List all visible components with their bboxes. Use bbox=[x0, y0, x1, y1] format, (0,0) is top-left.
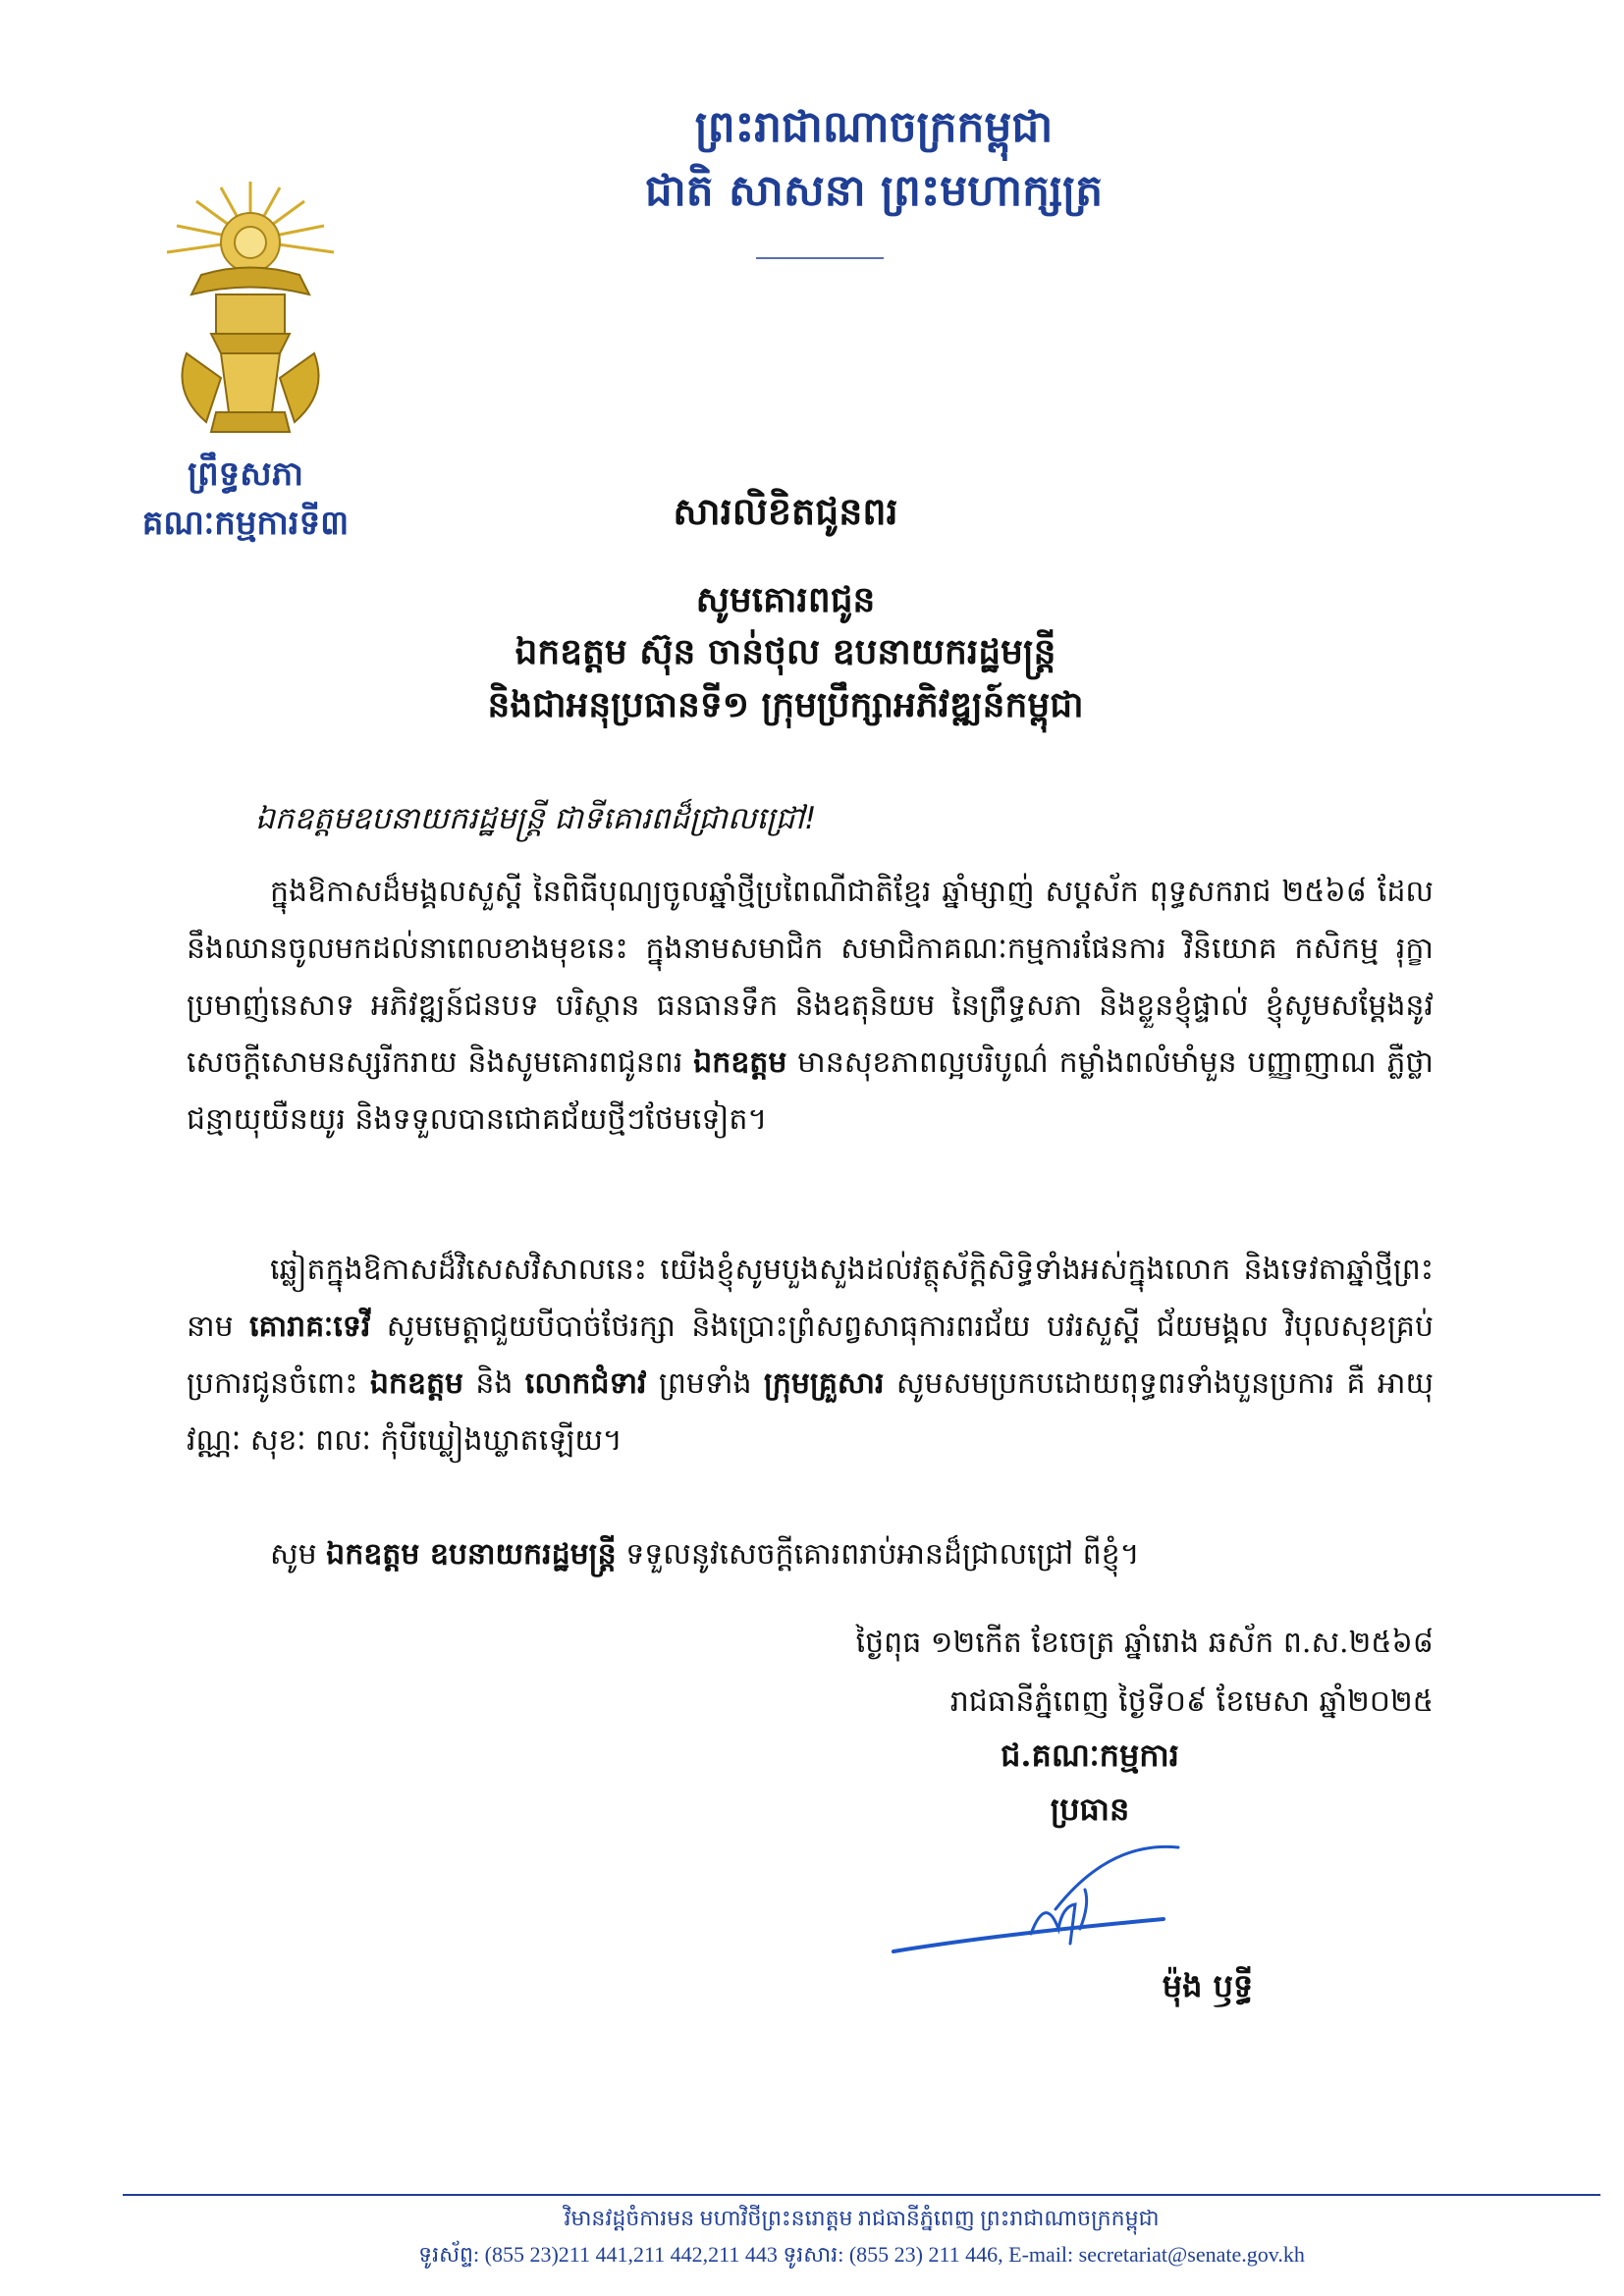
email-address: E-mail: secretariat@senate.gov.kh bbox=[1008, 2242, 1305, 2267]
paragraph-2-bold-deity: គោរាគៈទេវី bbox=[249, 1309, 371, 1344]
footer-contacts bbox=[123, 2240, 1600, 2269]
lunar-date: ថ្ងៃពុធ ១២កើត ខែចេត្រ ឆ្នាំរោង ឆស័ក ព.ស.២៥៦៨ bbox=[855, 1626, 1434, 1660]
paragraph-1-text-c: មានសុខភាពល្អបរិបូណ៌ កម្លាំងពលំមាំមួន បញ្ញាញាណ ភ្លឺថ្លា ជន្មាយុយឺនយូរ និងទទួលបានជោគជ័យថ្មីៗថែមទៀត។ bbox=[187, 1045, 1434, 1137]
paragraph-2-text-i: សូមសមប្រកបដោយពុទ្ធពរទាំងបួនប្រការ គឺ អាយុ វណ្ណៈ សុខៈ ពលៈ កុំបីឃ្លៀងឃ្លាតឡើយ។ bbox=[187, 1366, 1435, 1458]
respectfully-to: សូមគោរពជូន bbox=[695, 579, 876, 620]
phone-label: ទូរស័ព្ទ: bbox=[418, 2242, 480, 2267]
solar-date: រាជធានីភ្នំពេញ ថ្ងៃទី០៩ ខែមេសា ឆ្នាំ២០២៥ bbox=[949, 1684, 1434, 1719]
footer-divider bbox=[123, 2194, 1600, 2196]
fax-number: (855 23) 211 446, bbox=[848, 2242, 1003, 2267]
phone-numbers: (855 23)211 441,211 442,211 443 bbox=[484, 2242, 778, 2267]
recipient-line-1: ឯកឧត្តម ស៊ុន ចាន់ថុល ឧបនាយករដ្ឋមន្ត្រី bbox=[514, 631, 1056, 672]
paragraph-2-bold-lady: លោកជំទាវ bbox=[524, 1366, 647, 1401]
paragraph-2-bold-family: ក្រុមគ្រួសារ bbox=[763, 1366, 885, 1401]
paragraph-3 bbox=[187, 1526, 1434, 1583]
paragraph-1-bold: ឯកឧត្តម bbox=[693, 1045, 787, 1080]
committee-name: គណៈកម្មការទី៣ bbox=[141, 504, 350, 543]
on-behalf-of-committee: ជ.គណៈកម្មការ bbox=[1001, 1736, 1179, 1774]
paragraph-2-text-e: និង bbox=[463, 1366, 525, 1401]
header-divider bbox=[756, 257, 884, 259]
paragraph-1-text-a: ក្នុងឱកាសដ៏មង្គលសួស្តី នៃពិធីបុណ្យចូលឆ្នាំថ្មីប្រពៃណីជាតិខ្មែរ ឆ្នាំម្សាញ់ សប្តស័ក ពុទ្ធសករាជ ២៥៦៨ ដែលនឹងឈានចូលមកដល់នាពេលខាងមុខនេះ ក្នុងនាមសមាជិក សមាជិកាគណៈកម្មការផែនការ វិនិយោគ កសិកម្ម រុក្ខាប្រមាញ់នេសាទ អភិវឌ្ឍន៍ជនបទ បរិស្ថាន ធនធានទឹក និងឧតុនិយម នៃព្រឹទ្ធសភា និងខ្លួនខ្ញុំផ្ទាល់ ខ្ញុំសូមសម្តែងនូវសេចក្តីសោមនស្សរីករាយ និងសូមគោរពជូនពរ bbox=[187, 875, 1434, 1080]
letter-type-heading: សារលិខិតជូនពរ bbox=[673, 489, 898, 533]
signer-name: ម៉ុង ឫទ្ធី bbox=[1162, 1967, 1254, 2004]
paragraph-3-text-c: ទទួលនូវសេចក្តីគោរពរាប់អានដ៏ជ្រាលជ្រៅ ពីខ្ញុំ។ bbox=[616, 1537, 1140, 1572]
paragraph-3-bold: ឯកឧត្តម ឧបនាយករដ្ឋមន្ត្រី bbox=[326, 1537, 617, 1572]
national-motto: ជាតិ សាសនា ព្រះមហាក្សត្រ bbox=[644, 166, 1104, 216]
paragraph-3-text-a: សូម bbox=[270, 1537, 327, 1572]
signer-position: ប្រធាន bbox=[1050, 1790, 1130, 1828]
paragraph-1 bbox=[187, 864, 1434, 1148]
handwritten-signature bbox=[884, 1836, 1218, 1983]
kingdom-title: ព្រះរាជាណាចក្រកម្ពុជា bbox=[694, 102, 1054, 152]
institution-name: ព្រឹទ្ធសភា bbox=[187, 454, 304, 494]
paragraph-2-text-c: សូមមេត្តាជួយបីបាច់ថែរក្សា និងប្រោះព្រំសព្វសាធុការពរជ័យ បវរសួស្តី ជ័យមង្គល វិបុលសុខគ្រប់ប្រការជូនចំពោះ bbox=[187, 1309, 1434, 1401]
fax-label: ទូរសារ: bbox=[783, 2242, 844, 2267]
paragraph-2 bbox=[187, 1242, 1434, 1469]
paragraph-2-bold-excellency: ឯកឧត្តម bbox=[369, 1366, 464, 1401]
recipient-line-2: និងជាអនុប្រធានទី១ ក្រុមប្រឹក្សាអភិវឌ្ឍន៍កម្ពុជា bbox=[487, 684, 1084, 725]
footer-address: វិមានវដ្តចំការមន មហាវិថីព្រះនរោត្តម រាជធានីភ្នំពេញ ព្រះរាជាណាចក្រកម្ពុជា bbox=[564, 2206, 1160, 2230]
salutation: ឯកឧត្តមឧបនាយករដ្ឋមន្ត្រី ជាទីគោរពដ៏ជ្រាលជ្រៅ! bbox=[255, 801, 817, 836]
paragraph-2-text-g: ព្រមទាំង bbox=[646, 1366, 764, 1401]
paragraph-2-text-a: ឆ្លៀតក្នុងឱកាសដ៏វិសេសវិសាលនេះ យើងខ្ញុំសូមបួងសួងដល់វត្ថុស័ក្តិសិទ្ធិទាំងអស់ក្នុងលោក និងទេវតាឆ្នាំថ្មីព្រះនាម bbox=[187, 1253, 1434, 1344]
senate-emblem-icon bbox=[162, 182, 339, 437]
